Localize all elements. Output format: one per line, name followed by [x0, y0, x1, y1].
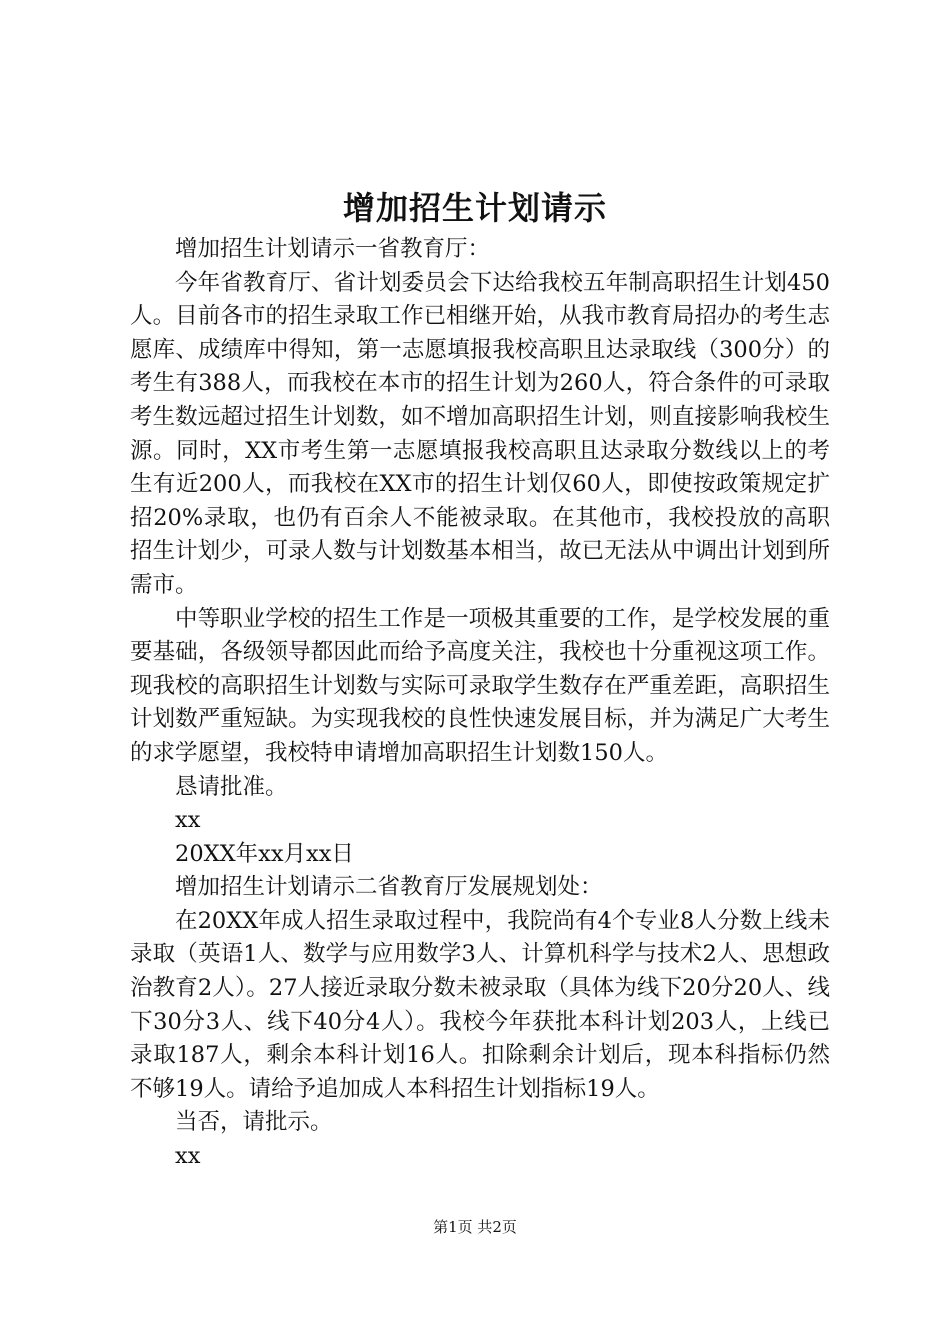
- paragraph-request-2: 在20XX年成人招生录取过程中，我院尚有4个专业8人分数上线未录取（英语1人、数学与应用数学3人、计算机科学与技术2人、思想政治教育2人）。27人接近录取分数未被录取（具体为线下20分20人、线下30分3人、线下40分4人）。我校今年获批本科计划203人，上线已录取187人，剩余本科计划16人。扣除剩余计划后，现本科指标仍然不够19人。请给予追加成人本科招生计划指标19人。: [130, 907, 830, 1102]
- closing-request-1: 恳请批准。: [175, 773, 288, 800]
- salutation-1: 增加招生计划请示一省教育厅：: [175, 236, 491, 262]
- document-body: [130, 233, 830, 1174]
- document-title: 增加招生计划请示: [342, 189, 607, 227]
- date-1: 20XX年xx月xx日: [175, 840, 354, 867]
- salutation-2: 增加招生计划请示二省教育厅发展规划处：: [175, 874, 603, 901]
- paragraph-importance: 中等职业学校的招生工作是一项极其重要的工作，是学校发展的重要基础，各级领导都因此而给予高度关注，我校也十分重视这项工作。现我校的高职招生计划数与实际可录取学生数存在严重差距，高职招生计划数严重短缺。为实现我校的良性快速发展目标，并为满足广大考生的求学愿望，我校特申请增加高职招生计划数150人。: [130, 605, 830, 766]
- signature-2: xx: [175, 1143, 201, 1170]
- paragraph-request-1: 今年省教育厅、省计划委员会下达给我校五年制高职招生计划450人。目前各市的招生录取工作已相继开始，从我市教育局招办的考生志愿库、成绩库中得知，第一志愿填报我校高职且达录取线（300分）的考生有388人，而我校在本市的招生计划为260人，符合条件的可录取考生数远超过招生计划数，如不增加高职招生计划，则直接影响我校生源。同时，XX市考生第一志愿填报我校高职且达录取分数线以上的考生有近200人，而我校在XX市的招生计划仅60人，即使按政策规定扩招20%录取，也仍有百余人不能被录取。在其他市，我校投放的高职招生计划少，可录人数与计划数基本相当，故已无法从中调出计划到所需市。: [130, 269, 830, 598]
- closing-request-2: 当否，请批示。: [175, 1109, 333, 1136]
- signature-1: xx: [175, 807, 201, 834]
- page-footer: 第1页 共2页: [433, 1218, 517, 1236]
